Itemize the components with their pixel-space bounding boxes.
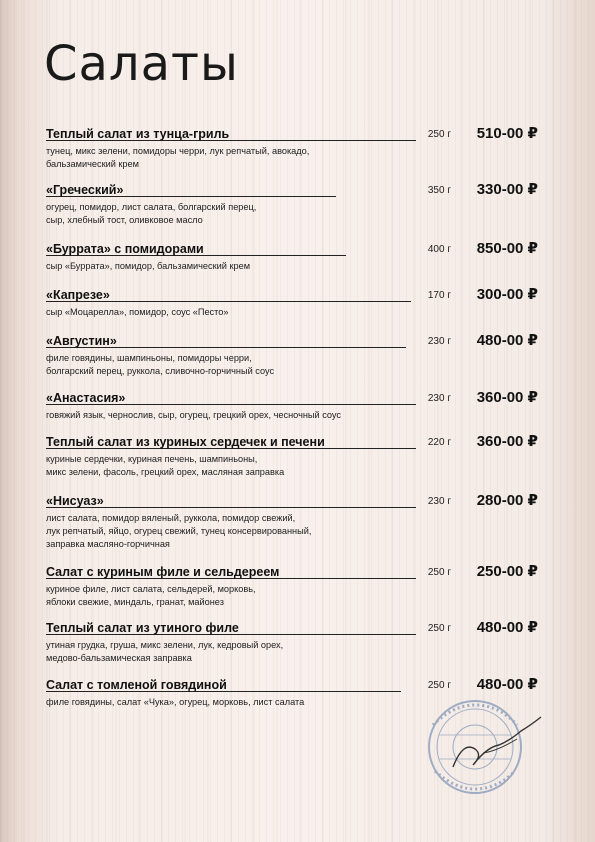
menu-item-price: 360-00 ₽ <box>476 389 538 406</box>
menu-item-weight: 250 г <box>427 129 451 140</box>
menu-item-weight: 230 г <box>427 336 451 347</box>
menu-item <box>46 241 546 273</box>
menu-item-row <box>46 564 546 582</box>
menu-item-name: Теплый салат из тунца-гриль <box>46 127 230 141</box>
description-line: тунец, микс зелени, помидоры черри, лук репчатый, авокадо, <box>46 146 310 156</box>
menu-item-weight: 230 г <box>427 393 451 404</box>
menu-item-row <box>46 493 546 511</box>
menu-item-description <box>46 145 546 171</box>
page-title: Салаты <box>44 36 239 92</box>
menu-item-row <box>46 126 546 144</box>
menu-item <box>46 564 546 609</box>
menu-item-row <box>46 677 546 695</box>
description-line: болгарский перец, руккола, сливочно-горчичный соус <box>46 366 275 376</box>
menu-item-name: Салат с томленой говядиной <box>46 678 227 692</box>
menu-item-price: 360-00 ₽ <box>476 433 538 450</box>
menu-item-description <box>46 201 546 227</box>
menu-item-weight: 350 г <box>427 185 451 196</box>
menu-item-price: 250-00 ₽ <box>476 563 538 580</box>
menu-item-row <box>46 390 546 408</box>
menu-item <box>46 182 546 227</box>
description-line: филе говядины, шампиньоны, помидоры черри, <box>46 353 252 363</box>
menu-item-price: 480-00 ₽ <box>476 332 538 349</box>
description-line: сыр, хлебный тост, оливковое масло <box>46 215 203 225</box>
menu-item-name: Теплый салат из куриных сердечек и печени <box>46 435 325 449</box>
description-line: огурец, помидор, лист салата, болгарский перец, <box>46 202 257 212</box>
menu-item-name: «Нисуаз» <box>46 494 104 508</box>
menu-item <box>46 390 546 422</box>
menu-item-description <box>46 583 546 609</box>
menu-item <box>46 493 546 551</box>
menu-item-row <box>46 620 546 638</box>
menu-item-name: «Буррата» с помидорами <box>46 242 204 256</box>
menu-item-weight: 230 г <box>427 496 451 507</box>
description-line: бальзамический крем <box>46 159 139 169</box>
menu-item-name: «Капрезе» <box>46 288 110 302</box>
menu-item-row <box>46 333 546 351</box>
description-line: сыр «Моцарелла», помидор, соус «Песто» <box>46 307 229 317</box>
menu-item-name: «Августин» <box>46 334 117 348</box>
menu-item-row <box>46 241 546 259</box>
menu-item-price: 280-00 ₽ <box>476 492 538 509</box>
menu-item-price: 300-00 ₽ <box>476 286 538 303</box>
menu-item <box>46 333 546 378</box>
menu-item-description <box>46 352 546 378</box>
description-line: лук репчатый, яйцо, огурец свежий, тунец консервированный, <box>46 526 312 536</box>
menu-item-name: Теплый салат из утиного филе <box>46 621 239 635</box>
menu-item-description <box>46 639 546 665</box>
menu-item-row <box>46 182 546 200</box>
description-line: медово-бальзамическая заправка <box>46 653 192 663</box>
stamp-signature-icon <box>413 695 553 795</box>
menu-item-description <box>46 409 546 422</box>
description-line: куриные сердечки, куриная печень, шампиньоны, <box>46 454 258 464</box>
menu-item-weight: 250 г <box>427 567 451 578</box>
menu-item <box>46 620 546 665</box>
menu-item-price: 480-00 ₽ <box>476 676 538 693</box>
menu-item-row <box>46 287 546 305</box>
menu-item-price: 510-00 ₽ <box>476 125 538 142</box>
menu-item <box>46 434 546 479</box>
menu-item-name: Салат с куриным филе и сельдереем <box>46 565 280 579</box>
menu-item-weight: 400 г <box>427 244 451 255</box>
menu-item-name: «Анастасия» <box>46 391 126 405</box>
menu-item-price: 330-00 ₽ <box>476 181 538 198</box>
description-line: микс зелени, фасоль, грецкий орех, масляная заправка <box>46 467 285 477</box>
menu-item-description <box>46 512 546 551</box>
menu-item-weight: 250 г <box>427 623 451 634</box>
description-line: яблоки свежие, миндаль, гранат, майонез <box>46 597 224 607</box>
description-line: лист салата, помидор вяленый, руккола, помидор свежий, <box>46 513 296 523</box>
description-line: сыр «Буррата», помидор, бальзамический крем <box>46 261 251 271</box>
menu-item-price: 480-00 ₽ <box>476 619 538 636</box>
menu-item-weight: 220 г <box>427 437 451 448</box>
menu-item <box>46 126 546 171</box>
menu-item-price: 850-00 ₽ <box>476 240 538 257</box>
description-line: утиная грудка, груша, микс зелени, лук, кедровый орех, <box>46 640 284 650</box>
description-line: заправка масляно-горчичная <box>46 539 170 549</box>
menu-item-name: «Греческий» <box>46 183 124 197</box>
menu-item <box>46 287 546 319</box>
menu-item-description <box>46 260 546 273</box>
menu-item-row <box>46 434 546 452</box>
menu-item-weight: 170 г <box>427 290 451 301</box>
menu-item-description <box>46 306 546 319</box>
menu-item-weight: 250 г <box>427 680 451 691</box>
description-line: филе говядины, салат «Чука», огурец, морковь, лист салата <box>46 697 305 707</box>
description-line: говяжий язык, чернослив, сыр, огурец, грецкий орех, чесночный соус <box>46 410 342 420</box>
menu-item-description <box>46 453 546 479</box>
description-line: куриное филе, лист салата, сельдерей, морковь, <box>46 584 256 594</box>
